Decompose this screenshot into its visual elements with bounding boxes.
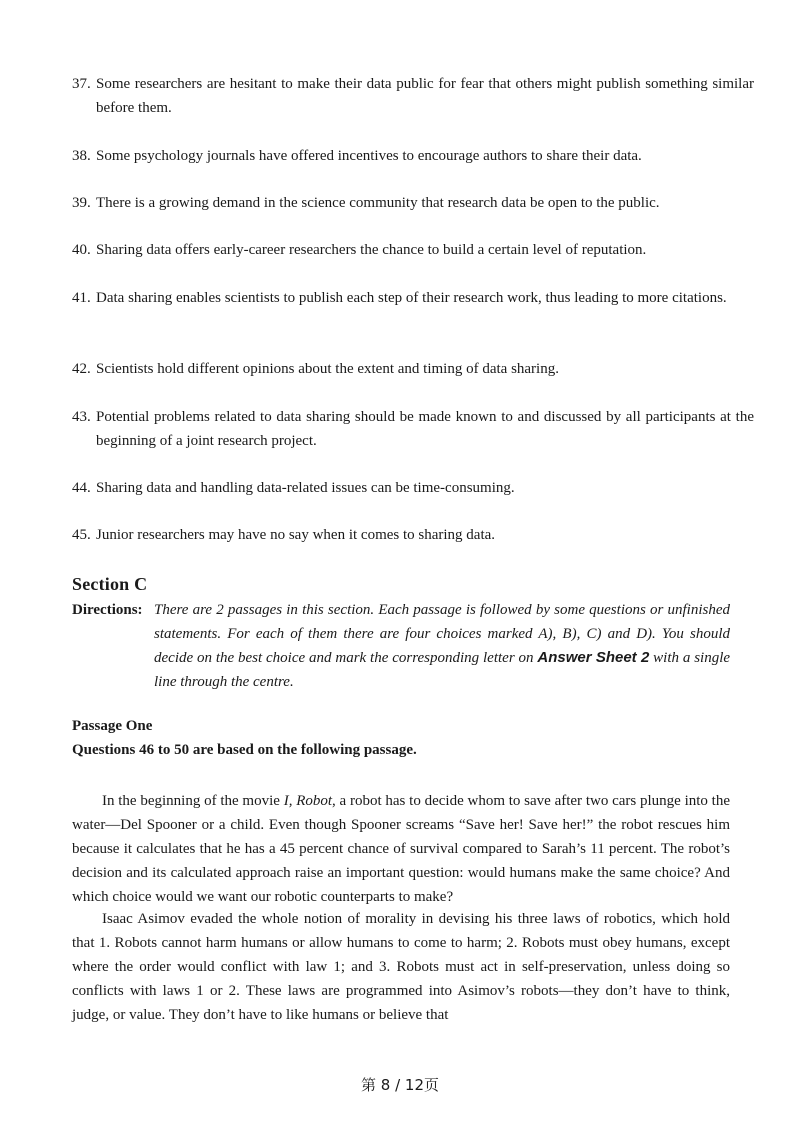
statement-43	[72, 405, 754, 453]
statement-number: 40.	[72, 242, 91, 258]
passage-paragraph-1	[72, 789, 730, 909]
directions-label: Directions:	[72, 602, 143, 618]
statement-text: There is a growing demand in the science community that research data be open to the public.	[96, 195, 660, 211]
statement-text: Sharing data offers early-career researchers the chance to build a certain level of reputation.	[96, 242, 647, 258]
directions-text-part-2: with a single line through the centre.	[154, 650, 731, 690]
paragraph-1-start: In the beginning of the movie	[102, 793, 280, 809]
statement-44	[72, 476, 754, 500]
answer-sheet-label: Answer Sheet 2	[537, 649, 650, 666]
statement-text: Data sharing enables scientists to publish each step of their research work, thus leading to more citations.	[96, 290, 727, 306]
statement-45	[72, 523, 754, 547]
statement-text: Potential problems related to data sharing should be made known to and discussed by all participants at the beginning of a joint research project.	[96, 409, 754, 449]
statement-number: 39.	[72, 195, 91, 211]
directions-text	[154, 598, 730, 694]
statement-text: Some psychology journals have offered incentives to encourage authors to share their data.	[96, 148, 642, 164]
statement-41	[72, 286, 754, 310]
passage-subtitle: Questions 46 to 50 are based on the following passage.	[72, 742, 417, 758]
statement-37	[72, 72, 754, 120]
statement-number: 44.	[72, 480, 91, 496]
statement-number: 37.	[72, 76, 91, 92]
statement-text: Sharing data and handling data-related issues can be time-consuming.	[96, 480, 515, 496]
statement-40	[72, 238, 754, 262]
statement-number: 41.	[72, 290, 91, 306]
page-number-footer: 第 8 / 12页	[361, 1076, 439, 1094]
directions-text-part-1: There are 2 passages in this section. Each passage is followed by some questions or unfinished statements. For each of them there are four choices marked A), B), C) and D). You should decide on the best choice and mark the corresponding letter on	[154, 602, 730, 666]
statement-number: 45.	[72, 527, 91, 543]
statement-38	[72, 144, 754, 168]
statement-number: 42.	[72, 361, 91, 377]
statement-number: 43.	[72, 409, 91, 425]
section-title: Section C	[72, 574, 148, 594]
statement-number: 38.	[72, 148, 91, 164]
paragraph-1-rest: , a robot has to decide whom to save after two cars plunge into the water—Del Spooner or a child. Even though Spooner screams “Save her! Save her!” the robot rescues him because it calculates that he has a 45 percent chance of survival compared to Sarah’s 11 percent. The robot’s decision and its calculated approach raise an important question: would humans make the same choice? And which choice would we want our robotic counterparts to make?	[72, 793, 730, 905]
passage-title: Passage One	[72, 718, 153, 734]
statement-text: Junior researchers may have no say when it comes to sharing data.	[96, 527, 496, 543]
statement-text: Scientists hold different opinions about the extent and timing of data sharing.	[96, 361, 559, 377]
statement-39	[72, 191, 754, 215]
directions	[72, 598, 730, 694]
statement-text: Some researchers are hesitant to make their data public for fear that others might publish something similar before them.	[96, 76, 754, 116]
movie-title: I, Robot	[283, 793, 333, 809]
passage-paragraph-2: Isaac Asimov evaded the whole notion of morality in devising his three laws of robotics, which hold that 1. Robots cannot harm humans or allow humans to come to harm; 2. Robots must obey humans, except where the order would conflict with law 1; and 3. Robots must act in self-preservation, unless doing so conflicts with laws 1 or 2. These laws are programmed into Asimov’s robots—they don’t have to think, judge, or value. They don’t have to like humans or believe that	[72, 911, 730, 1023]
statement-42	[72, 357, 754, 381]
